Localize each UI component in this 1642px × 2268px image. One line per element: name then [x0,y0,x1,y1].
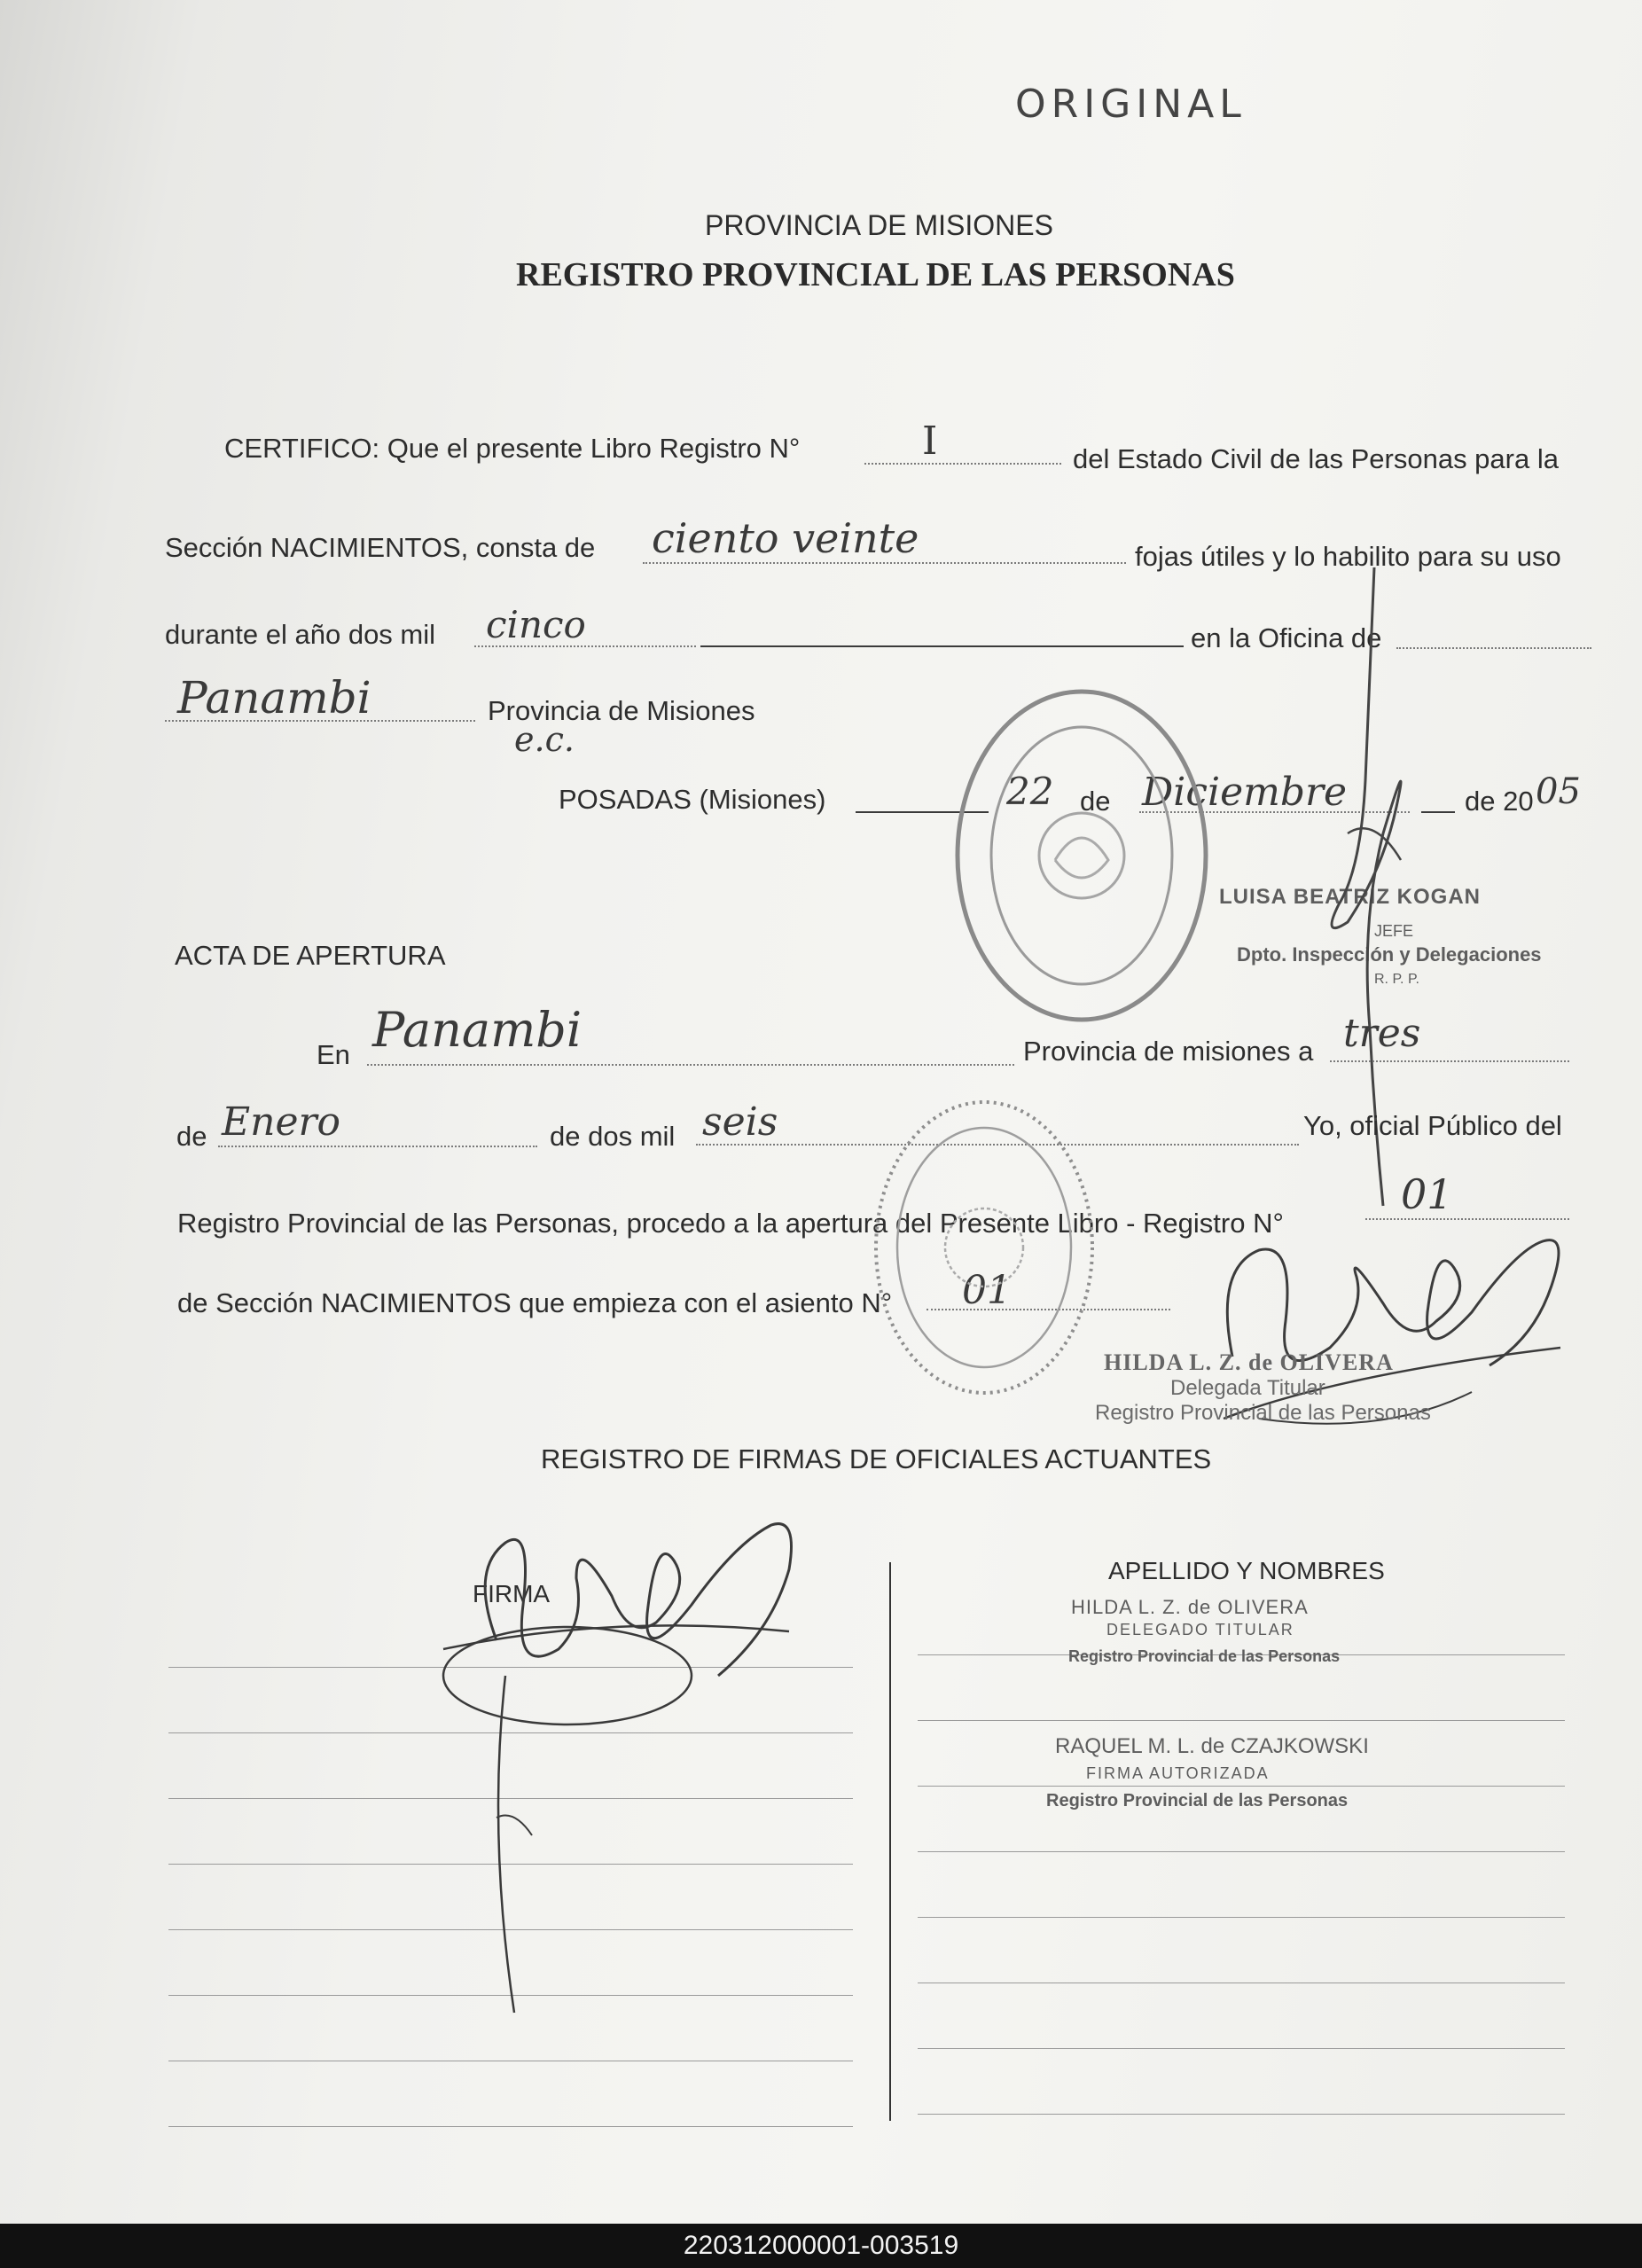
apertura-en: En [317,1039,350,1070]
cert-ec-handwritten: e.c. [514,720,575,759]
delegate-stamp-role: Delegada Titular [1170,1376,1325,1400]
nombre-rule [918,1786,1565,1787]
cert-office-dots [1396,647,1591,649]
chief-stamp-name: LUISA BEATRIZ KOGAN [1219,885,1481,909]
apertura-year-handwritten: seis [702,1099,778,1145]
apertura-place-handwritten: Panambi [372,1002,583,1058]
entry1-name: HILDA L. Z. de OLIVERA [1071,1596,1309,1618]
apertura-title: ACTA DE APERTURA [175,940,446,971]
entry1-role: DELEGADO TITULAR [1106,1621,1294,1638]
apertura-dos-mil: de dos mil [550,1121,676,1152]
cert-line3-a: durante el año dos mil [165,619,436,650]
nombre-rule [918,2114,1565,2115]
cert-office-handwritten: Panambi [177,672,371,723]
cert-folios-dots [643,562,1126,564]
cert-book-number: I [922,418,938,464]
apertura-book-handwritten: 01 [1401,1170,1453,1218]
apertura-yo: Yo, oficial Público del [1303,1110,1562,1141]
official-seal-oval-icon [949,683,1215,1028]
apertura-month-dots [218,1146,537,1147]
entry1-org: Registro Provincial de las Personas [1068,1647,1341,1665]
entry2-role: FIRMA AUTORIZADA [1086,1764,1270,1782]
apertura-line4: de Sección NACIMIENTOS que empieza con el asiento N° [177,1287,893,1318]
cert-year-line [700,645,1184,647]
chief-stamp-dept2: R. P. P. [1374,972,1419,987]
delegate-stamp-name: HILDA L. Z. de OLIVERA [1104,1349,1394,1375]
cert-line2-b: fojas útiles y lo habilito para su uso [1135,541,1561,572]
apertura-entry-handwritten: 01 [962,1268,1012,1313]
footer-code-bar [0,2224,1642,2268]
apellido-header: APELLIDO Y NOMBRES [1108,1557,1385,1584]
nombre-rule [918,2048,1565,2049]
apertura-line3: Registro Provincial de las Personas, procedo a la apertura del Presente Libro - Registro N° [177,1208,1284,1239]
cert-folios-handwritten: ciento veinte [652,514,919,562]
apertura-day-handwritten: tres [1343,1011,1421,1056]
cert-de2: de 20 [1465,786,1534,817]
firma-signature-icon [434,1498,807,2022]
apertura-prov: Provincia de misiones a [1023,1036,1314,1067]
chief-stamp-dept: Dpto. Inspección y Delegaciones [1237,943,1542,966]
apertura-de: de [176,1121,207,1152]
nombre-rule [918,1720,1565,1721]
cert-line1-a: CERTIFICO: Que el presente Libro Registro N° [224,433,801,464]
cert-year-suffix-line [1421,811,1455,813]
apertura-month-handwritten: Enero [222,1099,341,1145]
nombre-rule [918,1851,1565,1852]
entry2-name: RAQUEL M. L. de CZAJKOWSKI [1055,1734,1369,1758]
delegate-stamp-org: Registro Provincial de las Personas [1095,1401,1431,1425]
apertura-place-dots [367,1064,1014,1066]
cert-book-dots [864,463,1061,465]
cert-day-handwritten: 22 [1006,770,1054,813]
apertura-day-dots [1330,1060,1569,1062]
firma-rule [168,2126,853,2127]
province-heading: PROVINCIA DE MISIONES [705,209,1053,241]
cert-month-handwritten: Diciembre [1142,770,1348,815]
signatures-title: REGISTRO DE FIRMAS DE OFICIALES ACTUANTES [541,1443,1212,1474]
cert-line2-a: Sección NACIMIENTOS, consta de [165,532,596,563]
cert-de1: de [1080,786,1111,817]
entry2-org: Registro Provincial de las Personas [1046,1791,1349,1810]
cert-year-handwritten: cinco [486,603,586,646]
chief-stamp-role: JEFE [1374,922,1414,940]
cert-place: POSADAS (Misiones) [559,784,826,815]
cert-line3-b: en la Oficina de [1191,622,1382,653]
cert-year-suffix-handwritten: 05 [1536,771,1581,812]
nombre-rule [918,1917,1565,1918]
signatures-column-divider [889,1562,891,2121]
footer-code: 220312000001-003519 [683,2231,959,2260]
delegation-round-seal-icon [869,1095,1099,1401]
registry-title: REGISTRO PROVINCIAL DE LAS PERSONAS [516,256,1235,293]
cert-line4-b: Provincia de Misiones [488,695,755,726]
handwritten-original-mark: ORIGINAL [1015,82,1247,127]
firma-header: FIRMA [473,1580,551,1607]
cert-line1-b: del Estado Civil de las Personas para la [1073,443,1559,474]
